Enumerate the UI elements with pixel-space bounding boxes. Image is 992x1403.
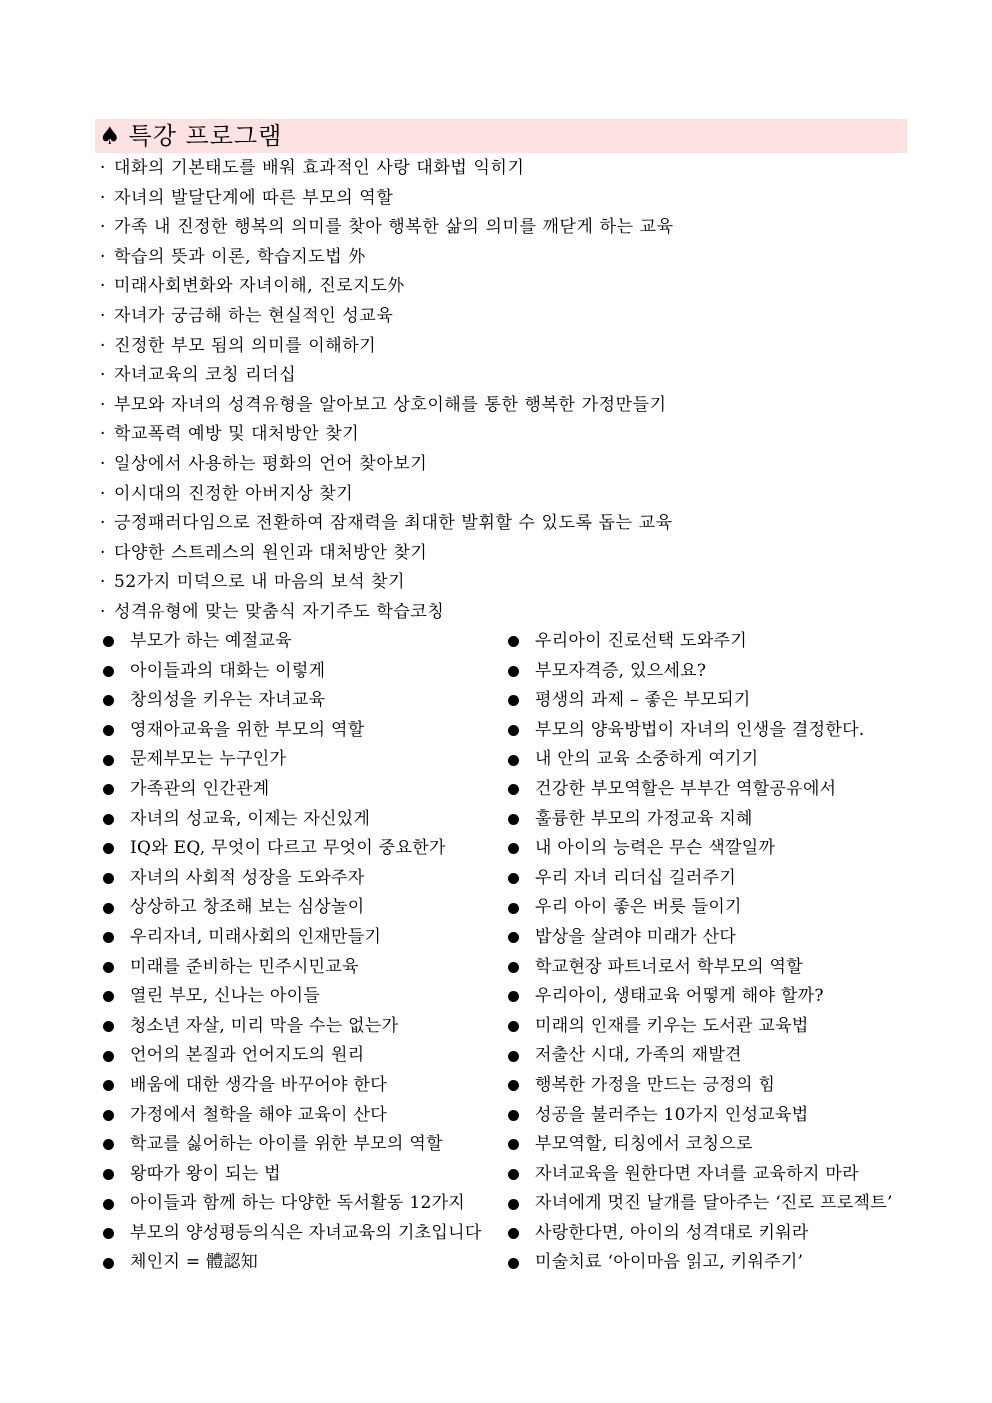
dash-marker: ·	[100, 424, 107, 445]
program-list-item	[100, 302, 674, 332]
bullet-item	[505, 1101, 905, 1131]
bullet-item	[100, 805, 505, 835]
bullet-item	[505, 1189, 905, 1219]
bullet-dot-icon	[508, 1021, 519, 1032]
bullet-item	[505, 805, 905, 835]
bullet-item-text: 상상하고 창조해 보는 심상놀이	[130, 897, 365, 918]
bullet-item	[100, 657, 505, 687]
program-list-item	[100, 243, 674, 273]
bullet-item	[100, 1189, 505, 1219]
bullet-item-text: 부모역할, 티칭에서 코칭으로	[535, 1134, 753, 1155]
bullet-dot-icon	[508, 1258, 519, 1269]
bullet-item-text: 영재아교육을 위한 부모의 역할	[130, 719, 365, 740]
bullet-item	[100, 627, 505, 657]
dash-marker: ·	[100, 187, 107, 208]
dash-marker: ·	[100, 513, 107, 534]
bullet-item	[505, 745, 905, 775]
bullet-dot-icon	[508, 1139, 519, 1150]
program-list-item	[100, 272, 674, 302]
bullet-item	[505, 686, 905, 716]
bullet-dot-icon	[508, 1228, 519, 1239]
bullet-item	[505, 775, 905, 805]
bullet-item-text: 부모의 양성평등의식은 자녀교육의 기초입니다	[130, 1222, 482, 1243]
bullet-item	[505, 1130, 905, 1160]
bullet-dot-icon	[508, 903, 519, 914]
dash-marker: ·	[100, 483, 107, 504]
program-list-item	[100, 391, 674, 421]
bullet-dot-icon	[508, 1110, 519, 1121]
program-list-item	[100, 598, 674, 628]
program-list-item-text: 대화의 기본태도를 배워 효과적인 사랑 대화법 익히기	[114, 158, 525, 178]
bullet-dot-icon	[508, 784, 519, 795]
bullet-dot-icon	[508, 666, 519, 677]
program-list-item	[100, 332, 674, 362]
section-title: 특강 프로그램	[128, 122, 283, 150]
bullet-item-text: 미래의 인재를 키우는 도서관 교육법	[535, 1015, 809, 1036]
bullet-dot-icon	[103, 636, 114, 647]
program-list-item	[100, 213, 674, 243]
bullet-item	[100, 982, 505, 1012]
bullet-item	[505, 893, 905, 923]
bullet-item-text: 자녀에게 멋진 날개를 달아주는 ‘진로 프로젝트’	[535, 1193, 893, 1214]
bullet-item	[100, 1101, 505, 1131]
bullet-item	[505, 716, 905, 746]
bullet-item	[100, 745, 505, 775]
program-list-item-text: 학교폭력 예방 및 대처방안 찾기	[114, 424, 360, 445]
bullet-item-text: IQ와 EQ, 무엇이 다르고 무엇이 중요한가	[130, 838, 446, 859]
bullet-item-text: 부모의 양육방법이 자녀의 인생을 결정한다.	[535, 719, 865, 740]
program-list-item-text: 일상에서 사용하는 평화의 언어 찾아보기	[114, 453, 428, 474]
bullet-item-text: 가족관의 인간관계	[130, 778, 270, 799]
bullet-item-text: 우리아이 진로선택 도와주기	[535, 631, 748, 651]
bullet-dot-icon	[103, 725, 114, 736]
program-list	[100, 154, 674, 628]
program-list-item	[100, 361, 674, 391]
program-list-item-text: 미래사회변화와 자녀이해, 진로지도外	[114, 276, 405, 297]
dash-marker: ·	[100, 305, 107, 326]
bullet-dot-icon	[103, 784, 114, 795]
bullet-dot-icon	[103, 843, 114, 854]
bullet-item	[505, 923, 905, 953]
bullet-item-text: 미래를 준비하는 민주시민교육	[130, 956, 359, 977]
bullet-item	[505, 1160, 905, 1190]
bullet-dot-icon	[103, 695, 114, 706]
bullet-dot-icon	[103, 1051, 114, 1062]
dash-marker: ·	[100, 335, 107, 356]
bullet-item	[505, 1071, 905, 1101]
bullet-dot-icon	[508, 1080, 519, 1091]
bullet-dot-icon	[508, 991, 519, 1002]
bullet-item-text: 우리 자녀 리더십 길러주기	[535, 867, 737, 888]
program-list-item-text: 부모와 자녀의 성격유형을 알아보고 상호이해를 통한 행복한 가정만들기	[114, 394, 667, 415]
bullet-item	[505, 1041, 905, 1071]
bullet-dot-icon	[103, 1139, 114, 1150]
program-list-item-text: 다양한 스트레스의 원인과 대처방안 찾기	[114, 542, 428, 563]
bullet-dot-icon	[103, 991, 114, 1002]
dash-marker: ·	[100, 217, 107, 238]
bullet-dot-icon	[103, 1228, 114, 1239]
bullet-dot-icon	[103, 962, 114, 973]
bullet-item-text: 내 아이의 능력은 무슨 색깔일까	[535, 838, 776, 859]
program-list-item-text: 진정한 부모 됨의 의미를 이해하기	[114, 335, 377, 356]
bullet-item-text: 문제부모는 누구인가	[130, 749, 287, 770]
bullet-item	[100, 893, 505, 923]
dash-marker: ·	[100, 246, 107, 267]
bullet-dot-icon	[103, 1110, 114, 1121]
bullet-item	[100, 1071, 505, 1101]
bullet-item-text: 가정에서 철학을 해야 교육이 산다	[130, 1104, 387, 1125]
bullet-item	[505, 1219, 905, 1249]
bullet-item-text: 자녀의 성교육, 이제는 자신있게	[130, 808, 371, 829]
bullet-item-text: 저출산 시대, 가족의 재발견	[535, 1045, 742, 1066]
bullet-item-text: 열린 부모, 신나는 아이들	[130, 986, 321, 1007]
bullet-item-text: 아이들과의 대화는 이렇게	[130, 660, 326, 681]
bullet-item	[100, 1130, 505, 1160]
program-list-item	[100, 184, 674, 214]
bullet-item	[100, 1012, 505, 1042]
program-list-item	[100, 480, 674, 510]
program-list-item	[100, 450, 674, 480]
bullet-dot-icon	[508, 962, 519, 973]
bullet-item-text: 창의성을 키우는 자녀교육	[130, 690, 326, 711]
bullet-dot-icon	[103, 903, 114, 914]
bullet-dot-icon	[508, 814, 519, 825]
bullet-dot-icon	[508, 695, 519, 706]
bullet-item-text: 체인지 = 體認知	[130, 1252, 259, 1273]
bullet-item-text: 밥상을 살려야 미래가 산다	[535, 926, 737, 947]
bullet-item	[505, 982, 905, 1012]
section-title-bar	[95, 119, 907, 153]
dash-marker: ·	[100, 542, 107, 563]
bullet-item	[505, 834, 905, 864]
bullet-item	[505, 953, 905, 983]
bullet-item-text: 건강한 부모역할은 부부간 역할공유에서	[535, 778, 837, 799]
bullet-dot-icon	[508, 873, 519, 884]
bullet-item-text: 학교를 싫어하는 아이를 위한 부모의 역할	[130, 1134, 443, 1155]
bullet-item	[100, 953, 505, 983]
bullet-item-text: 학교현장 파트너로서 학부모의 역할	[535, 956, 803, 977]
bullet-dot-icon	[103, 1199, 114, 1210]
bullet-dot-icon	[103, 814, 114, 825]
program-list-item	[100, 509, 674, 539]
bullet-item	[505, 1248, 905, 1278]
bullet-dot-icon	[508, 636, 519, 647]
bullet-item	[505, 657, 905, 687]
bullet-item-text: 미술치료 ‘아이마음 읽고, 키워주기’	[535, 1252, 804, 1273]
spade-icon: ♠	[99, 122, 121, 150]
program-list-item	[100, 568, 674, 598]
bullet-item	[505, 864, 905, 894]
bullet-item	[505, 627, 905, 657]
bullet-item-text: 행복한 가정을 만드는 긍정의 힘	[535, 1074, 776, 1095]
dash-marker: ·	[100, 365, 107, 386]
bullet-item-text: 훌륭한 부모의 가정교육 지혜	[535, 808, 753, 829]
bullet-dot-icon	[508, 932, 519, 943]
program-list-item-text: 가족 내 진정한 행복의 의미를 찾아 행복한 삶의 의미를 깨닫게 하는 교육	[114, 217, 674, 238]
bullet-dot-icon	[508, 1199, 519, 1210]
program-list-item-text: 성격유형에 맞는 맞춤식 자기주도 학습코칭	[114, 601, 445, 622]
program-list-item	[100, 420, 674, 450]
dash-marker: ·	[100, 453, 107, 474]
bullet-dot-icon	[103, 1258, 114, 1269]
bullet-item	[100, 834, 505, 864]
bullet-dot-icon	[103, 1021, 114, 1032]
bullet-item-text: 언어의 본질과 언어지도의 원리	[130, 1045, 365, 1066]
bullet-item-text: 내 안의 교육 소중하게 여기기	[535, 749, 759, 770]
bullet-item-text: 우리자녀, 미래사회의 인재만들기	[130, 926, 382, 947]
bullet-dot-icon	[508, 755, 519, 766]
bullet-item-text: 우리 아이 좋은 버릇 들이기	[535, 897, 742, 918]
bullet-dot-icon	[103, 666, 114, 677]
bullet-item-text: 성공을 불러주는 10가지 인성교육법	[535, 1104, 809, 1125]
program-list-item-text: 학습의 뜻과 이론, 학습지도법 外	[114, 246, 366, 267]
bullet-dot-icon	[508, 725, 519, 736]
bullet-item	[100, 923, 505, 953]
dash-marker: ·	[100, 601, 107, 622]
bullet-item	[100, 686, 505, 716]
bullet-item-text: 부모가 하는 예절교육	[130, 631, 292, 651]
bullet-item-text: 자녀교육을 원한다면 자녀를 교육하지 마라	[535, 1163, 859, 1184]
bullet-dot-icon	[103, 932, 114, 943]
bullet-item-text: 배움에 대한 생각을 바꾸어야 한다	[130, 1074, 387, 1095]
bullet-item	[100, 716, 505, 746]
bullet-item-text: 우리아이, 생태교육 어떻게 해야 할까?	[535, 986, 824, 1007]
bullet-item-text: 부모자격증, 있으세요?	[535, 660, 707, 681]
program-list-item	[100, 539, 674, 569]
bullet-item	[100, 1248, 505, 1278]
dash-marker: ·	[100, 276, 107, 297]
dash-marker: ·	[100, 158, 107, 178]
bullet-item-text: 사랑한다면, 아이의 성격대로 키워라	[535, 1222, 809, 1243]
program-list-item-text: 자녀의 발달단계에 따른 부모의 역할	[114, 187, 394, 208]
bullet-item-text: 왕따가 왕이 되는 법	[130, 1163, 281, 1184]
bullet-dot-icon	[508, 843, 519, 854]
lecture-topic-grid	[100, 627, 905, 1278]
bullet-item	[100, 1041, 505, 1071]
program-list-item-text: 이시대의 진정한 아버지상 찾기	[114, 483, 354, 504]
program-list-item-text: 52가지 미덕으로 내 마음의 보석 찾기	[114, 572, 406, 593]
bullet-item-text: 청소년 자살, 미리 막을 수는 없는가	[130, 1015, 399, 1036]
bullet-dot-icon	[103, 1080, 114, 1091]
bullet-dot-icon	[103, 755, 114, 766]
bullet-item	[100, 1160, 505, 1190]
program-list-item-text: 긍정패러다임으로 전환하여 잠재력을 최대한 발휘할 수 있도록 돕는 교육	[114, 513, 673, 534]
bullet-item	[100, 1219, 505, 1249]
bullet-item-text: 아이들과 함께 하는 다양한 독서활동 12가지	[130, 1193, 466, 1214]
bullet-dot-icon	[508, 1169, 519, 1180]
bullet-item	[100, 864, 505, 894]
bullet-item-text: 평생의 과제 – 좋은 부모되기	[535, 690, 751, 711]
bullet-item-text: 자녀의 사회적 성장을 도와주자	[130, 867, 365, 888]
program-list-item-text: 자녀교육의 코칭 리더십	[114, 365, 297, 386]
program-list-item-text: 자녀가 궁금해 하는 현실적인 성교육	[114, 305, 394, 326]
bullet-item	[100, 775, 505, 805]
bullet-dot-icon	[103, 873, 114, 884]
bullet-item	[505, 1012, 905, 1042]
bullet-dot-icon	[103, 1169, 114, 1180]
dash-marker: ·	[100, 572, 107, 593]
program-list-item	[100, 154, 674, 184]
bullet-dot-icon	[508, 1051, 519, 1062]
dash-marker: ·	[100, 394, 107, 415]
